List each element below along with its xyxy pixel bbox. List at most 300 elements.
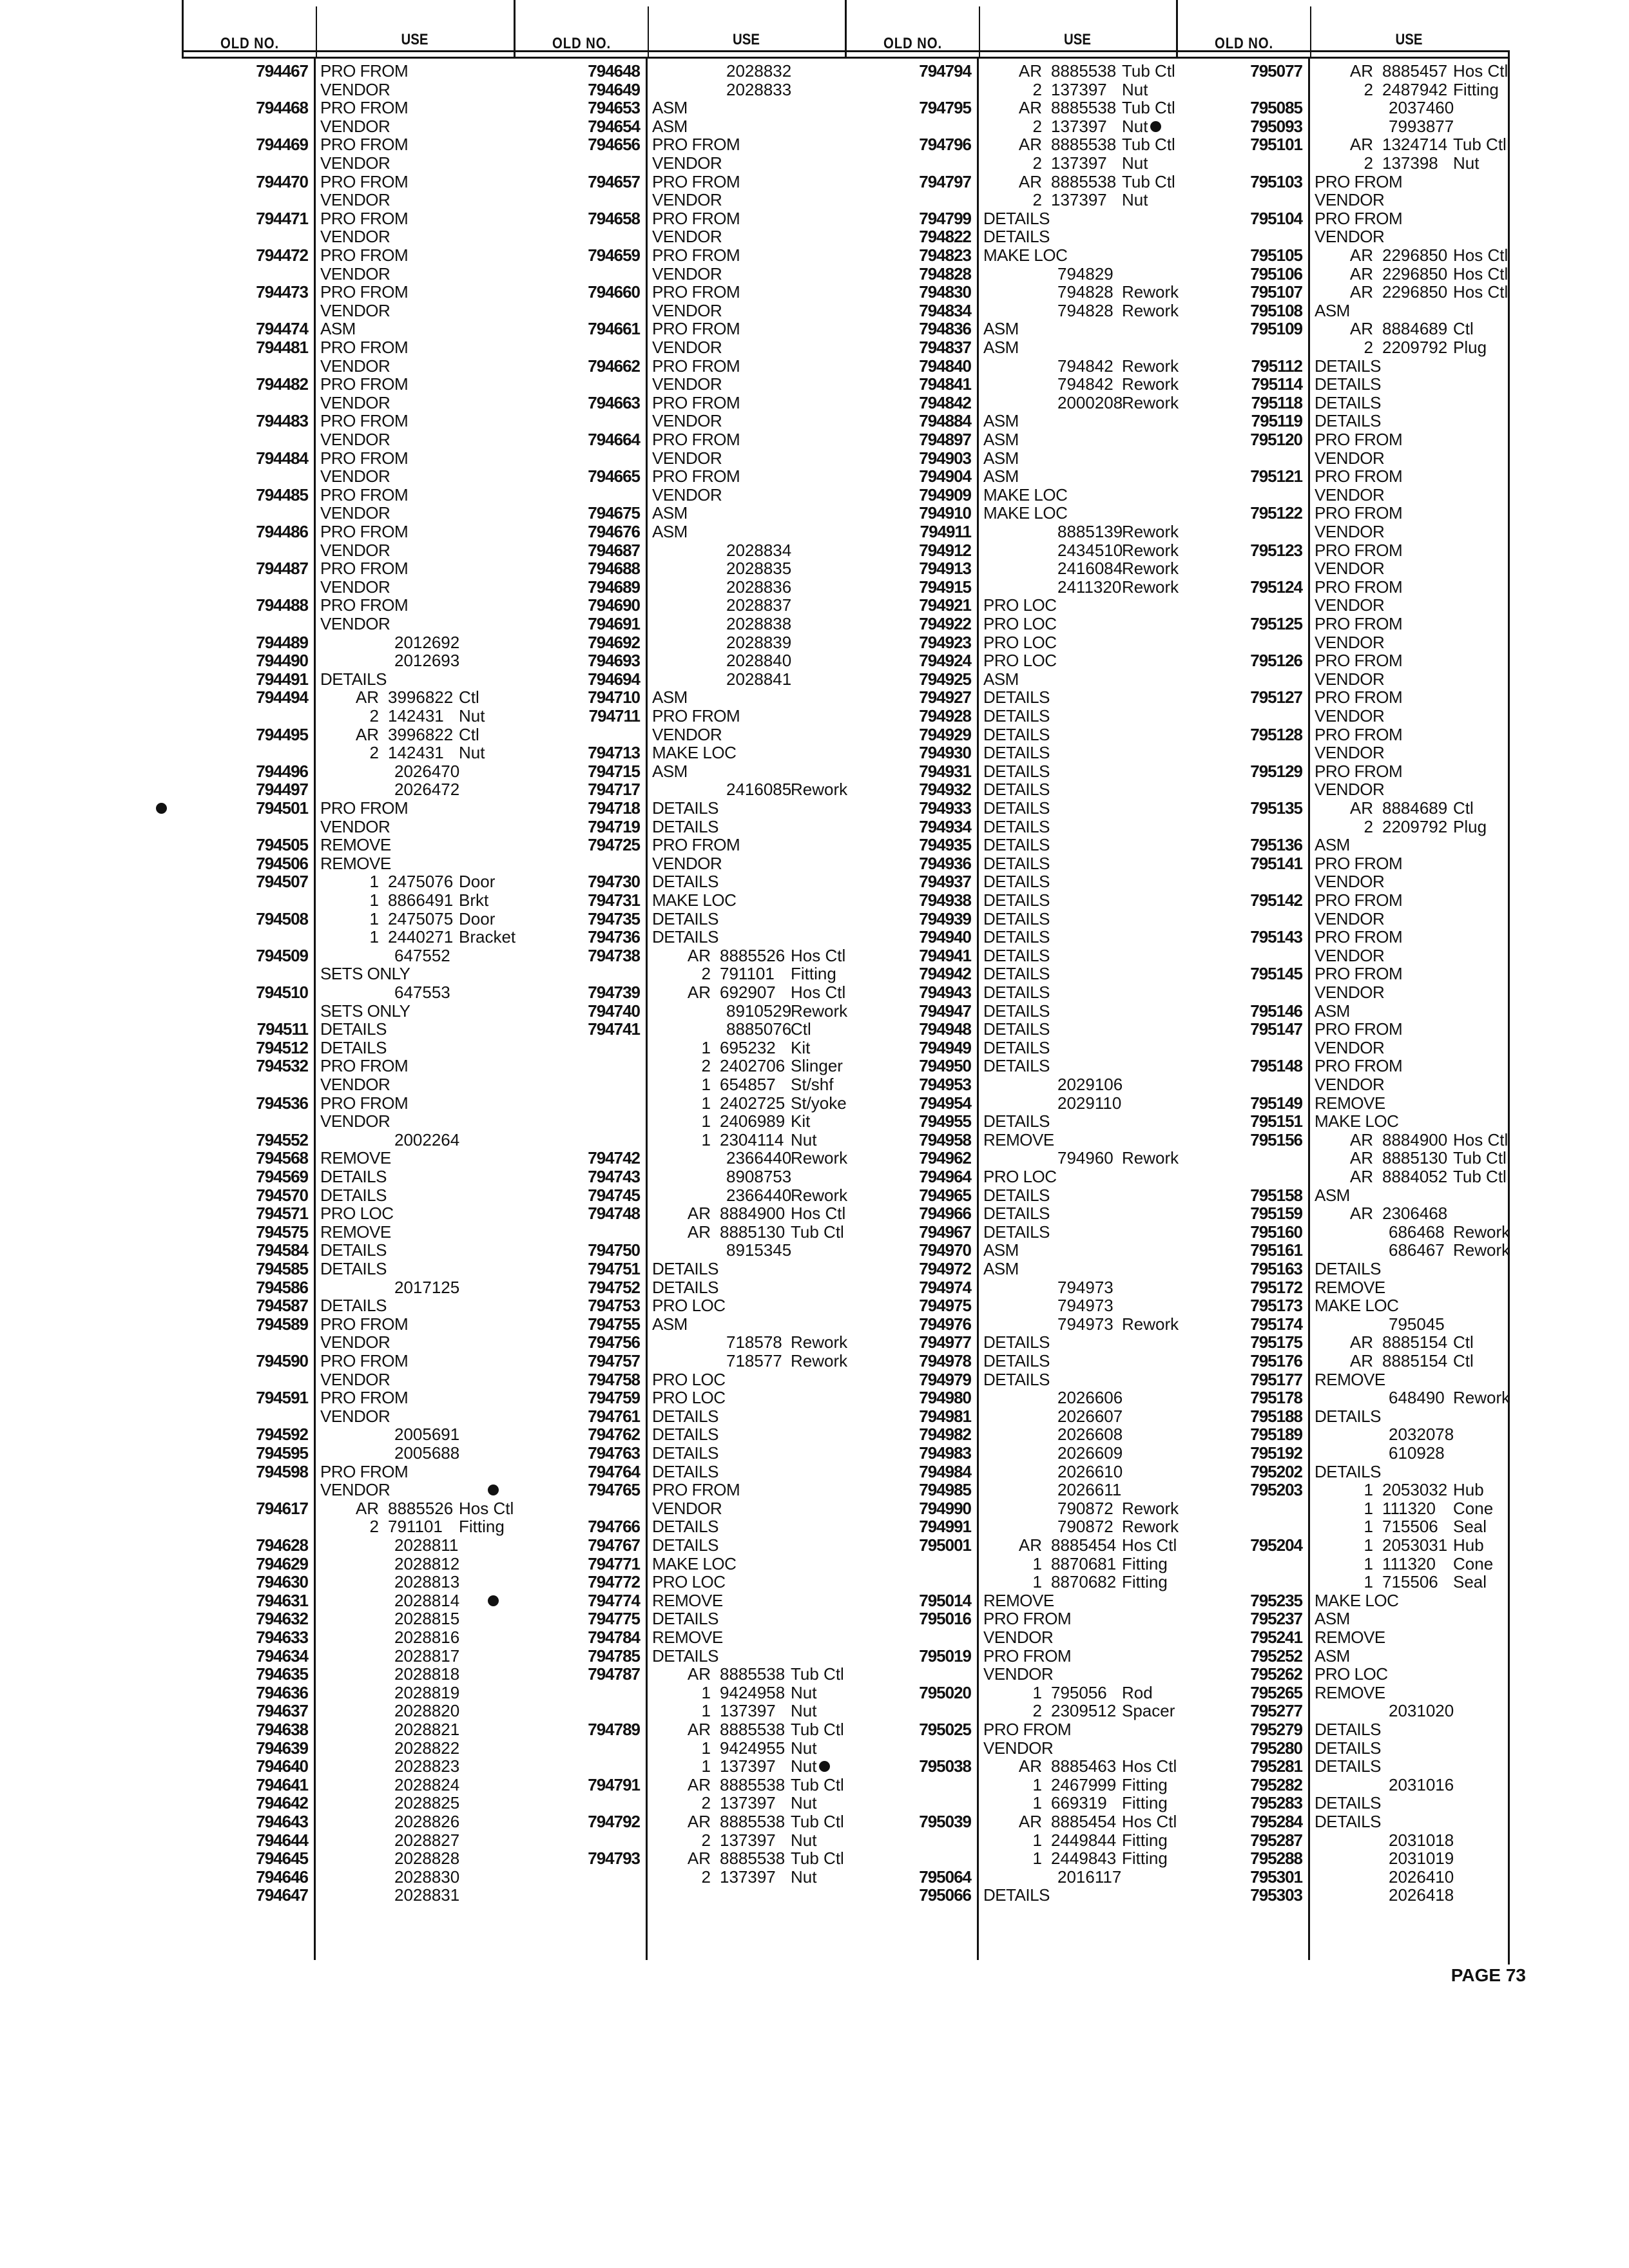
table-row — [1176, 357, 1508, 375]
old-number: 795121 — [1250, 466, 1302, 486]
old-number: 794980 — [919, 1388, 971, 1408]
table-row — [1176, 670, 1508, 688]
table-row — [1176, 1481, 1508, 1499]
table-row — [182, 1886, 514, 1904]
old-number: 794984 — [919, 1461, 971, 1481]
table-row — [514, 504, 845, 522]
part-number: 2440271 — [388, 927, 454, 947]
use-text: VENDOR — [320, 227, 390, 247]
old-number: 794834 — [919, 300, 971, 320]
use-text: VENDOR — [320, 79, 390, 99]
part-number: 794842 — [1057, 356, 1113, 376]
old-number: 794506 — [256, 853, 308, 873]
old-number: 794591 — [256, 1388, 308, 1408]
table-row — [182, 1241, 514, 1259]
old-number: 794641 — [256, 1774, 308, 1794]
table-row — [1176, 1296, 1508, 1314]
quantity: AR — [1349, 1204, 1373, 1224]
description: Seal — [1453, 1517, 1487, 1537]
old-number: 794789 — [588, 1720, 640, 1739]
table-row — [845, 1333, 1176, 1351]
table-row — [182, 1739, 514, 1757]
table-row — [182, 1776, 514, 1794]
use-text: VENDOR — [320, 430, 390, 449]
old-number: 794923 — [919, 632, 971, 652]
table-row — [182, 338, 514, 356]
old-number: 794638 — [256, 1720, 308, 1739]
description: Rework — [1122, 1498, 1179, 1518]
table-row — [182, 1186, 514, 1204]
table-row — [514, 1647, 845, 1665]
old-number: 795001 — [919, 1535, 971, 1555]
description: Fitting — [791, 964, 836, 984]
old-number: 794795 — [919, 98, 971, 118]
old-number: 795277 — [1250, 1701, 1302, 1721]
old-number: 794842 — [919, 392, 971, 412]
use-text: DETAILS — [983, 743, 1050, 763]
table-row — [182, 1868, 514, 1886]
description: Nut — [1122, 79, 1148, 99]
old-number: 795126 — [1250, 651, 1302, 671]
table-row — [514, 1425, 845, 1443]
table-row — [1176, 173, 1508, 191]
old-number: 794630 — [256, 1572, 308, 1592]
table-row — [1176, 320, 1508, 338]
part-number: 8885139 — [1057, 522, 1123, 541]
table-row — [1176, 246, 1508, 264]
description: Cone — [1453, 1553, 1494, 1573]
use-text: REMOVE — [320, 853, 391, 873]
description: Nut — [791, 1701, 817, 1721]
table-row — [1176, 1444, 1508, 1462]
table-row — [514, 1481, 845, 1499]
old-number: 794784 — [588, 1628, 640, 1647]
part-number: 795056 — [1051, 1682, 1107, 1702]
quantity: AR — [1349, 1351, 1373, 1370]
part-number: 2031016 — [1389, 1774, 1454, 1794]
table-row — [1176, 1149, 1508, 1167]
old-number: 794633 — [256, 1628, 308, 1647]
quantity: AR — [1349, 245, 1373, 265]
description: Hos Ctl — [1122, 1812, 1177, 1831]
table-row — [514, 1573, 845, 1591]
use-text: PRO FROM — [1315, 430, 1403, 449]
old-number: 794740 — [588, 1001, 640, 1021]
table-row — [514, 1241, 845, 1259]
table-row — [845, 1168, 1176, 1186]
table-row — [514, 1260, 845, 1278]
table-row — [514, 209, 845, 227]
part-number: 2028840 — [726, 651, 792, 671]
description: St/yoke — [791, 1093, 847, 1113]
old-number: 795136 — [1250, 835, 1302, 855]
old-number: 795120 — [1250, 430, 1302, 449]
use-text: REMOVE — [1315, 1369, 1385, 1389]
table-row — [1176, 744, 1508, 762]
table-row — [845, 1241, 1176, 1259]
table-row — [514, 1112, 845, 1130]
table-row — [182, 707, 514, 725]
use-text: VENDOR — [320, 577, 390, 597]
quantity: AR — [1349, 1332, 1373, 1352]
old-number: 794921 — [919, 595, 971, 615]
old-number: 794785 — [588, 1646, 640, 1666]
table-row — [514, 1039, 845, 1057]
use-text: DETAILS — [652, 798, 718, 818]
old-number: 794512 — [256, 1037, 308, 1057]
old-number: 794962 — [919, 1148, 971, 1168]
use-text: PRO FROM — [320, 1388, 409, 1408]
table-row — [514, 412, 845, 430]
old-number: 795158 — [1250, 1185, 1302, 1205]
old-number: 794474 — [256, 319, 308, 339]
use-text: VENDOR — [652, 264, 722, 284]
table-row — [182, 1463, 514, 1481]
use-text: REMOVE — [320, 835, 391, 855]
table-row — [182, 1204, 514, 1222]
old-number: 794772 — [588, 1572, 640, 1592]
old-number: 794569 — [256, 1167, 308, 1186]
table-row — [1176, 910, 1508, 928]
old-number: 794745 — [588, 1185, 640, 1205]
old-number: 794978 — [919, 1351, 971, 1370]
part-number: 2467999 — [1051, 1774, 1117, 1794]
old-number: 794649 — [588, 79, 640, 99]
use-text: VENDOR — [1315, 559, 1385, 579]
use-text: PRO LOC — [652, 1296, 726, 1316]
table-row — [182, 1720, 514, 1738]
table-row — [845, 891, 1176, 909]
table-row — [1176, 1499, 1508, 1517]
quantity: 1 — [1364, 1572, 1373, 1592]
old-number: 795172 — [1250, 1277, 1302, 1297]
quantity: 1 — [701, 1129, 711, 1149]
use-text: DETAILS — [983, 687, 1050, 707]
table-row — [514, 1757, 845, 1775]
old-number: 794991 — [919, 1517, 971, 1537]
table-row — [182, 1296, 514, 1314]
use-text: VENDOR — [320, 1480, 390, 1500]
old-number: 794751 — [588, 1259, 640, 1278]
description: Tub Ctl — [791, 1720, 844, 1739]
description: Fitting — [1453, 79, 1499, 99]
old-number: 794511 — [256, 1019, 308, 1039]
quantity: AR — [355, 1498, 379, 1518]
table-row — [1176, 1094, 1508, 1112]
table-row — [182, 1555, 514, 1573]
use-text: DETAILS — [983, 1351, 1050, 1370]
table-row — [1176, 1868, 1508, 1886]
old-number: 794657 — [588, 171, 640, 191]
old-number: 794532 — [256, 1056, 308, 1076]
table-row — [845, 62, 1176, 80]
old-number: 794757 — [588, 1351, 640, 1370]
table-row — [845, 799, 1176, 817]
use-text: PRO FROM — [1315, 964, 1403, 984]
table-row — [182, 1573, 514, 1591]
use-text: PRO FROM — [1315, 890, 1403, 910]
use-text: REMOVE — [1315, 1093, 1385, 1113]
old-number: 794472 — [256, 245, 308, 265]
old-number: 795288 — [1250, 1849, 1302, 1869]
table-row — [1176, 726, 1508, 744]
old-number: 795020 — [919, 1682, 971, 1702]
table-row — [1176, 1333, 1508, 1351]
table-row — [1176, 707, 1508, 725]
use-text: DETAILS — [983, 890, 1050, 910]
table-row — [182, 135, 514, 153]
use-text: VENDOR — [1315, 983, 1385, 1002]
old-number: 794982 — [919, 1425, 971, 1445]
table-row — [1176, 1555, 1508, 1573]
old-number: 794691 — [588, 614, 640, 633]
table-row — [845, 1517, 1179, 1537]
use-text: DETAILS — [320, 1185, 387, 1205]
part-number: 790872 — [1057, 1498, 1113, 1518]
old-number: 794496 — [256, 761, 308, 781]
table-row — [514, 338, 845, 356]
use-text: PRO LOC — [983, 595, 1057, 615]
table-row — [1176, 633, 1508, 651]
part-number: 686468 — [1389, 1222, 1445, 1242]
old-number: 794755 — [588, 1314, 640, 1334]
old-number: 794743 — [588, 1167, 640, 1186]
quantity: AR — [1018, 61, 1042, 81]
part-number: 8885457 — [1382, 61, 1448, 81]
use-text: VENDOR — [320, 614, 390, 633]
old-number: 794823 — [919, 245, 971, 265]
description: Kit — [791, 1037, 811, 1057]
table-row — [514, 578, 845, 596]
part-number: 137397 — [1051, 79, 1107, 99]
use-text: ASM — [652, 687, 688, 707]
use-text: DETAILS — [1315, 1812, 1381, 1831]
old-number: 794589 — [256, 1314, 308, 1334]
table-row — [1176, 1425, 1508, 1443]
quantity: AR — [687, 945, 711, 965]
table-row — [845, 154, 1176, 172]
old-number: 794924 — [919, 651, 971, 671]
old-number: 794656 — [588, 135, 640, 155]
use-text: VENDOR — [1315, 908, 1385, 928]
part-number: 8885538 — [1051, 98, 1117, 118]
use-text: PRO FROM — [652, 208, 740, 228]
old-number: 794954 — [919, 1093, 971, 1113]
old-number: 794775 — [588, 1609, 640, 1629]
table-row — [845, 1628, 1176, 1646]
old-number: 794964 — [919, 1167, 971, 1186]
old-number: 794771 — [588, 1553, 640, 1573]
use-text: PRO FROM — [652, 835, 740, 855]
table-row — [182, 1481, 514, 1499]
old-number: 794719 — [588, 816, 640, 836]
description: Fitting — [1122, 1572, 1168, 1592]
part-number: 8884689 — [1382, 319, 1448, 339]
use-text: SETS ONLY — [320, 964, 410, 984]
description: Hos Ctl — [1453, 61, 1509, 81]
old-number: 794658 — [588, 208, 640, 228]
table-row — [845, 1112, 1176, 1130]
table-row — [514, 283, 845, 301]
table-row — [182, 1260, 514, 1278]
table-row — [514, 1776, 845, 1794]
old-number: 794940 — [919, 927, 971, 947]
old-number: 794970 — [919, 1240, 971, 1260]
table-row — [845, 762, 1176, 780]
old-number: 795284 — [1250, 1812, 1302, 1831]
table-row — [845, 392, 1179, 412]
description: Rework — [1122, 392, 1179, 412]
part-number: 2402725 — [720, 1093, 786, 1113]
use-text: PRO FROM — [320, 245, 409, 265]
table-row — [182, 173, 514, 191]
old-number: 795129 — [1250, 761, 1302, 781]
table-row — [514, 320, 845, 338]
quantity: 2 — [369, 706, 379, 726]
description: Spacer — [1122, 1701, 1175, 1721]
use-text: PRO FROM — [320, 559, 409, 579]
table-row — [514, 1020, 845, 1038]
table-row — [1176, 430, 1508, 448]
old-number: 794571 — [256, 1204, 308, 1224]
old-number: 794636 — [256, 1682, 308, 1702]
description: Hos Ctl — [1122, 1756, 1177, 1776]
use-text: REMOVE — [1315, 1682, 1385, 1702]
old-number: 794793 — [588, 1849, 640, 1869]
description: Nut — [459, 706, 485, 726]
part-number: 2296850 — [1382, 264, 1448, 284]
description: Tub Ctl — [1453, 1148, 1507, 1168]
use-text: PRO FROM — [1315, 687, 1403, 707]
use-text: DETAILS — [983, 872, 1050, 892]
use-text: PRO FROM — [652, 319, 740, 339]
part-number: 2029110 — [1057, 1093, 1122, 1113]
old-number: 794494 — [256, 687, 308, 707]
table-row — [182, 1333, 514, 1351]
description: Nut — [791, 1682, 817, 1702]
use-text: PRO FROM — [652, 282, 740, 302]
use-text: PRO FROM — [652, 392, 740, 412]
table-row — [845, 1075, 1176, 1093]
table-row — [1176, 818, 1508, 836]
table-row — [514, 836, 845, 854]
table-row — [514, 1094, 845, 1112]
table-row — [182, 596, 514, 614]
table-row — [514, 1444, 845, 1462]
quantity: 2 — [701, 1867, 711, 1887]
quantity: AR — [1349, 319, 1373, 339]
description: Kit — [791, 1111, 811, 1131]
use-text: ASM — [983, 466, 1019, 486]
old-number: 794634 — [256, 1646, 308, 1666]
table-row — [845, 1039, 1176, 1057]
use-text: MAKE LOC — [652, 1553, 737, 1573]
table-row — [845, 300, 1179, 320]
description: Rework — [791, 1001, 848, 1021]
old-number: 794487 — [256, 559, 308, 579]
table-row — [182, 449, 514, 467]
part-number: 8885538 — [1051, 61, 1117, 81]
use-text: MAKE LOC — [652, 743, 737, 763]
table-row — [514, 910, 845, 928]
description: Tub Ctl — [791, 1849, 844, 1869]
description: Nut — [1122, 153, 1148, 173]
use-text: DETAILS — [983, 706, 1050, 726]
use-text: VENDOR — [983, 1628, 1054, 1647]
table-row — [182, 320, 514, 338]
use-text: PRO FROM — [1315, 466, 1403, 486]
table-row — [845, 1591, 1176, 1610]
old-no-header: OLD NO. — [552, 35, 611, 52]
old-number: 795176 — [1250, 1351, 1302, 1370]
table-row — [182, 1591, 514, 1610]
part-number: 2028831 — [394, 1885, 460, 1905]
old-number: 794645 — [256, 1849, 308, 1869]
description: Tub Ctl — [1122, 171, 1175, 191]
old-number: 794661 — [588, 319, 640, 339]
table-row — [845, 173, 1176, 191]
part-number: 8885130 — [720, 1222, 786, 1242]
old-number: 795146 — [1250, 1001, 1302, 1021]
table-row — [514, 891, 845, 909]
table-row — [845, 1776, 1176, 1794]
old-number: 794676 — [588, 522, 640, 541]
table-row — [182, 541, 514, 559]
table-row — [182, 62, 514, 80]
table-row — [845, 559, 1179, 579]
old-number: 794934 — [919, 816, 971, 836]
part-number: 111320 — [1382, 1553, 1436, 1573]
old-number: 794943 — [919, 983, 971, 1002]
table-row — [182, 394, 514, 412]
use-text: PRO FROM — [1315, 1019, 1403, 1039]
quantity: 1 — [369, 927, 379, 947]
description: Bracket — [459, 927, 516, 947]
old-number: 795123 — [1250, 540, 1302, 560]
table-row — [514, 1389, 845, 1407]
table-row — [514, 726, 845, 744]
use-text: PRO FROM — [1315, 1056, 1403, 1076]
part-number: 2028838 — [726, 614, 792, 633]
old-number: 794947 — [919, 1001, 971, 1021]
old-number: 795112 — [1251, 356, 1302, 376]
use-text: VENDOR — [1315, 669, 1385, 689]
table-row — [514, 302, 845, 320]
bullet-dot-icon — [1150, 121, 1161, 132]
table-row — [1176, 891, 1508, 909]
old-number: 794925 — [919, 669, 971, 689]
table-row — [514, 1720, 845, 1738]
part-number: 8885538 — [720, 1849, 786, 1869]
old-number: 795141 — [1250, 853, 1302, 873]
old-number: 794648 — [588, 61, 640, 81]
old-number: 794731 — [588, 890, 640, 910]
description: Rework — [1122, 300, 1179, 320]
use-text: DETAILS — [320, 1019, 387, 1039]
part-number: 8870682 — [1051, 1572, 1117, 1592]
old-number: 794587 — [256, 1296, 308, 1316]
old-number: 794575 — [256, 1222, 308, 1242]
description: Tub Ctl — [791, 1774, 844, 1794]
part-number: 2031018 — [1389, 1830, 1454, 1850]
part-number: 2026410 — [1389, 1867, 1454, 1887]
use-text: PRO FROM — [320, 98, 409, 118]
description: Tub Ctl — [1122, 135, 1175, 155]
quantity: AR — [1018, 171, 1042, 191]
table-row — [182, 1168, 514, 1186]
table-row — [845, 947, 1176, 965]
quantity: 1 — [701, 1738, 711, 1758]
